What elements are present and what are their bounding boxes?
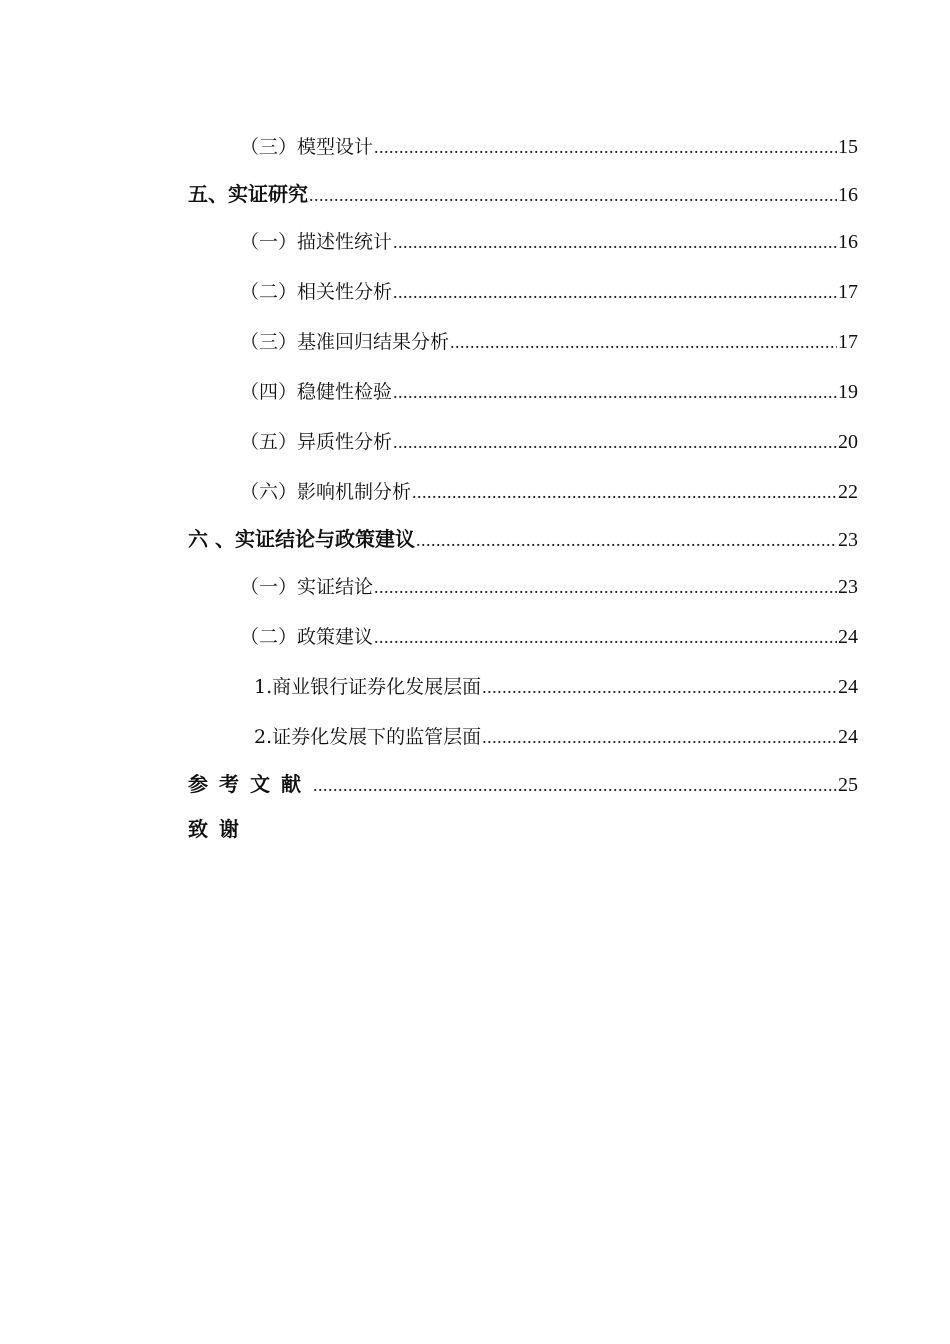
toc-entry-title: （六）影响机制分析 — [240, 481, 412, 503]
toc-dot-leader — [374, 562, 837, 612]
toc-entry-title: 参考文献 — [188, 772, 312, 796]
toc-entry[interactable] — [188, 562, 858, 612]
toc-page-number: 24 — [838, 726, 858, 748]
toc-entry-title: 2.证券化发展下的监管层面 — [254, 726, 482, 748]
toc-entry-title: （五）异质性分析 — [240, 431, 393, 453]
toc-page-number: 17 — [838, 331, 858, 353]
toc-entry[interactable] — [188, 367, 858, 417]
toc-page-number: 16 — [838, 231, 858, 253]
toc-page-number: 17 — [838, 281, 858, 303]
toc-dot-leader — [374, 122, 837, 172]
toc-entry[interactable] — [188, 467, 858, 517]
toc-entry-title: 五、实证研究 — [188, 182, 308, 206]
toc-entry-title: （二）相关性分析 — [240, 281, 393, 303]
toc-dot-leader — [393, 217, 837, 267]
toc-entry[interactable] — [188, 122, 858, 172]
toc-dot-leader — [482, 662, 837, 712]
toc-dot-leader — [374, 612, 837, 662]
toc-dot-leader — [482, 712, 837, 762]
toc-dot-leader — [416, 518, 837, 563]
toc-entry[interactable] — [188, 317, 858, 367]
toc-entry[interactable] — [188, 712, 858, 762]
toc-entry-title: 致谢 — [188, 817, 250, 841]
toc-dot-leader — [393, 417, 837, 467]
toc-page-number: 22 — [838, 481, 858, 503]
toc-dot-leader — [412, 467, 837, 517]
toc-entry-title: （四）稳健性检验 — [240, 381, 393, 403]
toc-dot-leader — [393, 267, 837, 317]
toc-page-number: 23 — [838, 576, 858, 598]
toc-entry-title: 1.商业银行证券化发展层面 — [254, 676, 482, 698]
toc-entry[interactable] — [188, 612, 858, 662]
toc-page-number: 24 — [838, 626, 858, 648]
toc-page-number: 19 — [838, 381, 858, 403]
toc-page-number: 23 — [838, 529, 858, 551]
toc-entry-title: 六 、实证结论与政策建议 — [188, 527, 415, 551]
toc-dot-leader — [313, 763, 837, 808]
toc-page-number: 25 — [838, 774, 858, 796]
toc-dot-leader — [450, 317, 837, 367]
toc-entry[interactable] — [188, 417, 858, 467]
table-of-contents — [188, 122, 858, 852]
toc-page-number: 15 — [838, 136, 858, 158]
toc-dot-leader — [393, 367, 837, 417]
toc-entry[interactable] — [188, 662, 858, 712]
toc-entry[interactable] — [188, 217, 858, 267]
toc-entry[interactable] — [188, 172, 858, 217]
toc-entry[interactable] — [188, 762, 858, 807]
toc-page-number: 20 — [838, 431, 858, 453]
toc-entry[interactable] — [188, 807, 858, 852]
toc-entry-title: （三）模型设计 — [240, 136, 374, 158]
toc-dot-leader — [309, 173, 837, 218]
toc-entry-title: （三）基准回归结果分析 — [240, 331, 450, 353]
toc-entry[interactable] — [188, 517, 858, 562]
toc-entry-title: （二）政策建议 — [240, 626, 374, 648]
toc-page-number: 16 — [838, 184, 858, 206]
toc-entry-title: （一）描述性统计 — [240, 231, 393, 253]
toc-entry-title: （一）实证结论 — [240, 576, 374, 598]
toc-entry[interactable] — [188, 267, 858, 317]
toc-page-number: 24 — [838, 676, 858, 698]
